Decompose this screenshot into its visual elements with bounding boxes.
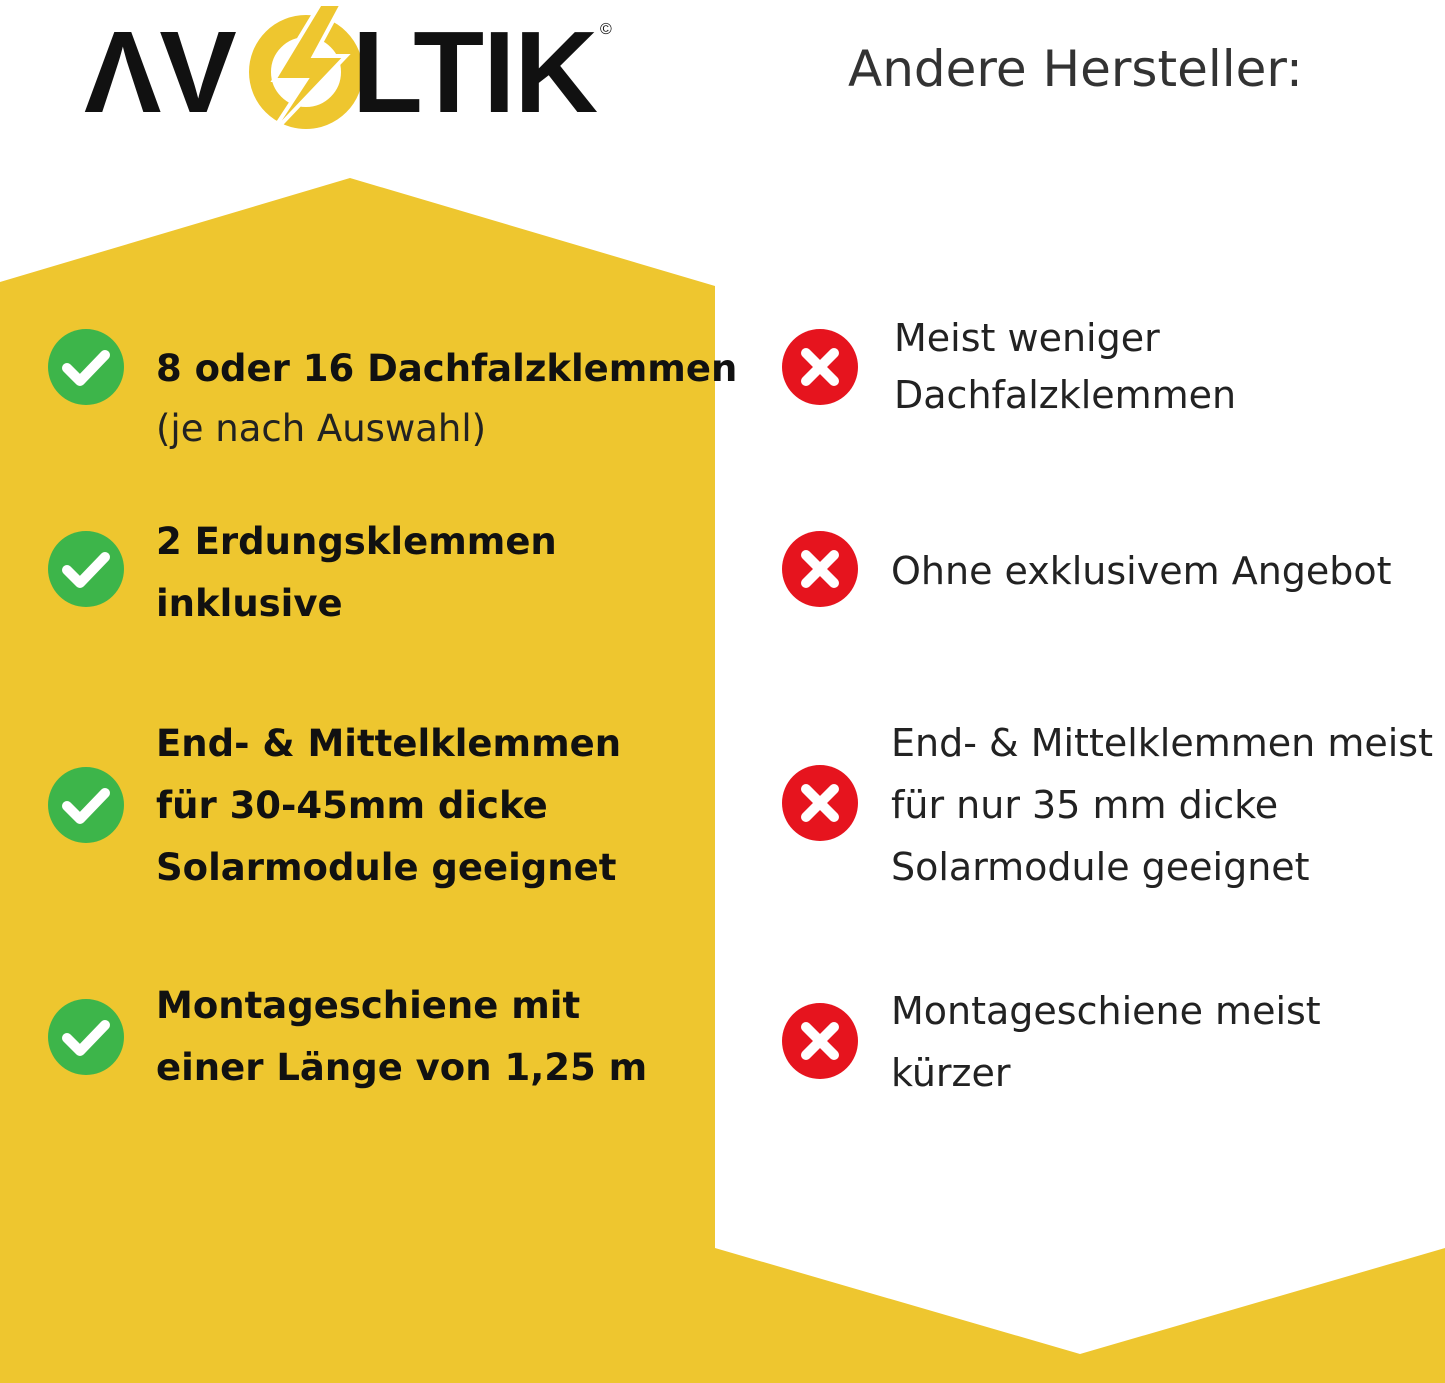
advantage-line: einer Länge von 1,25 m	[156, 1046, 648, 1089]
advantage-line: 8 oder 16 Dachfalzklemmen	[156, 347, 738, 390]
avoltik-logo	[84, 4, 624, 138]
advantage-line: für 30-45mm dicke	[156, 784, 548, 827]
red-x-icon	[781, 1002, 859, 1080]
competitor-line: Meist weniger	[894, 316, 1160, 360]
competitor-line: kürzer	[891, 1051, 1011, 1095]
advantage-item	[156, 338, 737, 458]
competitor-line: Dachfalzklemmen	[894, 373, 1237, 417]
green-check-icon	[47, 530, 125, 608]
advantage-item	[156, 511, 557, 635]
logo-graphic	[84, 4, 624, 138]
advantage-item	[156, 713, 621, 899]
yellow-bottom-chevron	[715, 1248, 1445, 1383]
competitor-line: Solarmodule geeignet	[891, 845, 1310, 889]
competitor-item	[891, 712, 1433, 898]
advantage-note: (je nach Auswahl)	[156, 407, 487, 450]
logo-part-ltik: LTIK	[352, 7, 598, 137]
advantage-line: inklusive	[156, 582, 343, 625]
green-check-icon	[47, 998, 125, 1076]
green-check-icon	[47, 766, 125, 844]
logo-part-av: ΛV	[84, 7, 235, 137]
advantage-item	[156, 975, 647, 1099]
advantage-line: 2 Erdungsklemmen	[156, 520, 557, 563]
red-x-icon	[781, 328, 859, 406]
competitor-line: End- & Mittelklemmen meist	[891, 721, 1433, 765]
advantage-line: Montageschiene mit	[156, 984, 581, 1027]
competitor-line: Montageschiene meist	[891, 989, 1321, 1033]
logo-copyright: ©	[600, 21, 612, 38]
other-manufacturers-title: Andere Hersteller:	[848, 40, 1303, 98]
competitor-item	[891, 980, 1321, 1104]
competitor-line: für nur 35 mm dicke	[891, 783, 1279, 827]
red-x-icon	[781, 530, 859, 608]
competitor-item	[891, 540, 1392, 602]
green-check-icon	[47, 328, 125, 406]
red-x-icon	[781, 764, 859, 842]
advantage-line: End- & Mittelklemmen	[156, 722, 622, 765]
competitor-item	[894, 310, 1236, 424]
competitor-line: Ohne exklusivem Angebot	[891, 549, 1392, 593]
advantage-line: Solarmodule geeignet	[156, 846, 617, 889]
